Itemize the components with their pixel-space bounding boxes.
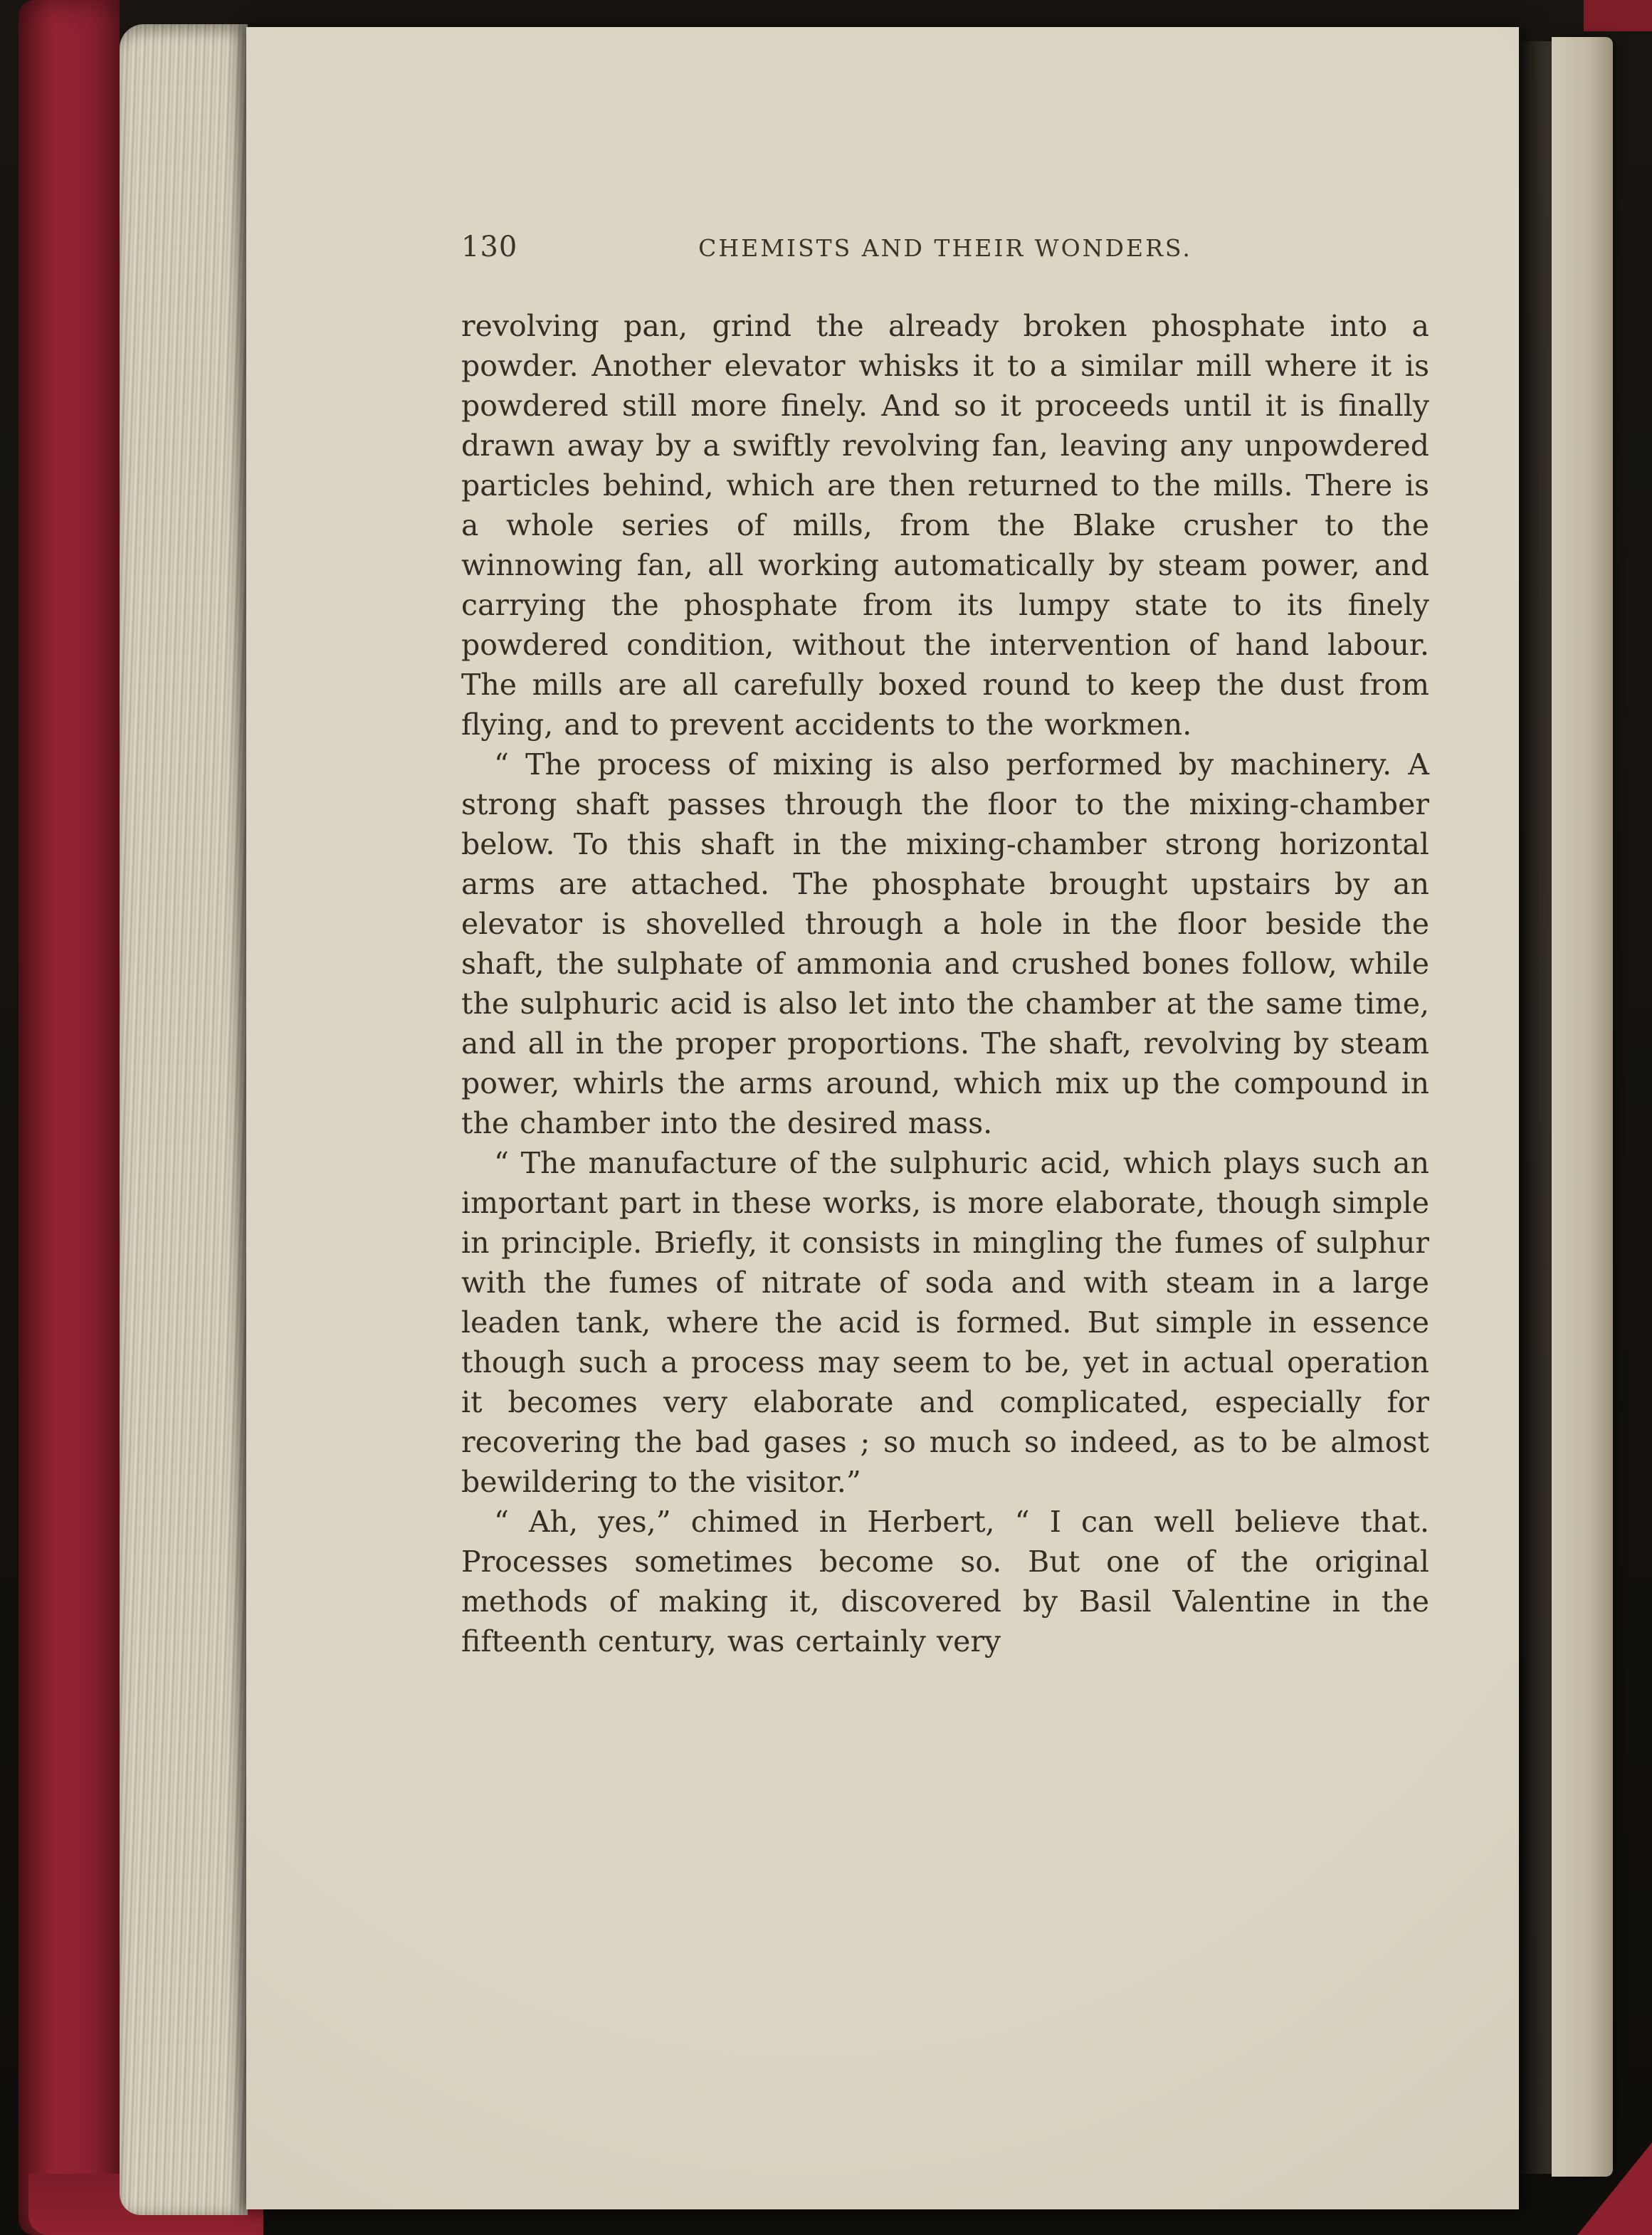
page-fore-edge-shadow — [1519, 41, 1552, 2174]
book-cover-top-right-corner — [1584, 0, 1652, 31]
page-header — [461, 231, 1429, 263]
paragraph: “ The manufacture of the sulphuric acid, which plays such an important part in these works, is more elaborate, though simple in principle. Briefly, it consists in mingling the fumes of sulphur with the fumes of nitrate of soda and with steam in a large leaden tank, where the acid is formed. But simple in essence though such a process may seem to be, yet in actual operation it becomes very elaborate and complicated, especially for recovering the bad gases ; so much so indeed, as to be almost bewildering to the visitor.” — [461, 1146, 1429, 1499]
paragraph: “ The process of mixing is also performed by machinery. A strong shaft passes through the floor to the mixing-chamber below. To this shaft in the mixing-chamber strong horizontal arms are attached. The phosphate brought upstairs by an elevator is shovelled through a hole in the floor beside the shaft, the sulphate of ammonia and crushed bones follow, while the sulphuric acid is also let into the chamber at the same time, and all in the proper proportions. The shaft, revolving by steam power, whirls the arms around, which mix up the compound in the chamber into the desired mass. — [461, 747, 1429, 1140]
body-text — [461, 306, 1429, 1661]
paragraph: revolving pan, grind the already broken phosphate into a powder. Another elevator whisks it to a similar mill where it is powdered still more finely. And so it proceeds until it is finally drawn away by a swiftly revolving fan, leaving any unpowdered particles behind, which are then returned to the mills. There is a whole series of mills, from the Blake crusher to the winnowing fan, all working automatically by steam power, and carrying the phosphate from its lumpy state to its finely powdered condition, without the intervention of hand labour. The mills are all carefully boxed round to keep the dust from flying, and to prevent accidents to the workmen. — [461, 309, 1429, 742]
book-cover-spine — [19, 0, 120, 2235]
book-page — [246, 27, 1519, 2209]
page-text-block — [461, 231, 1429, 1661]
paragraph: “ Ah, yes,” chimed in Herbert, “ I can well believe that. Processes sometimes become so. But one of the original methods of making it, discovered by Basil Valentine in the fifteenth century, was certainly very — [461, 1505, 1429, 1658]
running-title: CHEMISTS AND THEIR WONDERS. — [698, 234, 1192, 262]
facing-page-edge — [1552, 37, 1613, 2177]
page-number: 130 — [461, 231, 518, 263]
stacked-page-edges — [120, 24, 248, 2215]
